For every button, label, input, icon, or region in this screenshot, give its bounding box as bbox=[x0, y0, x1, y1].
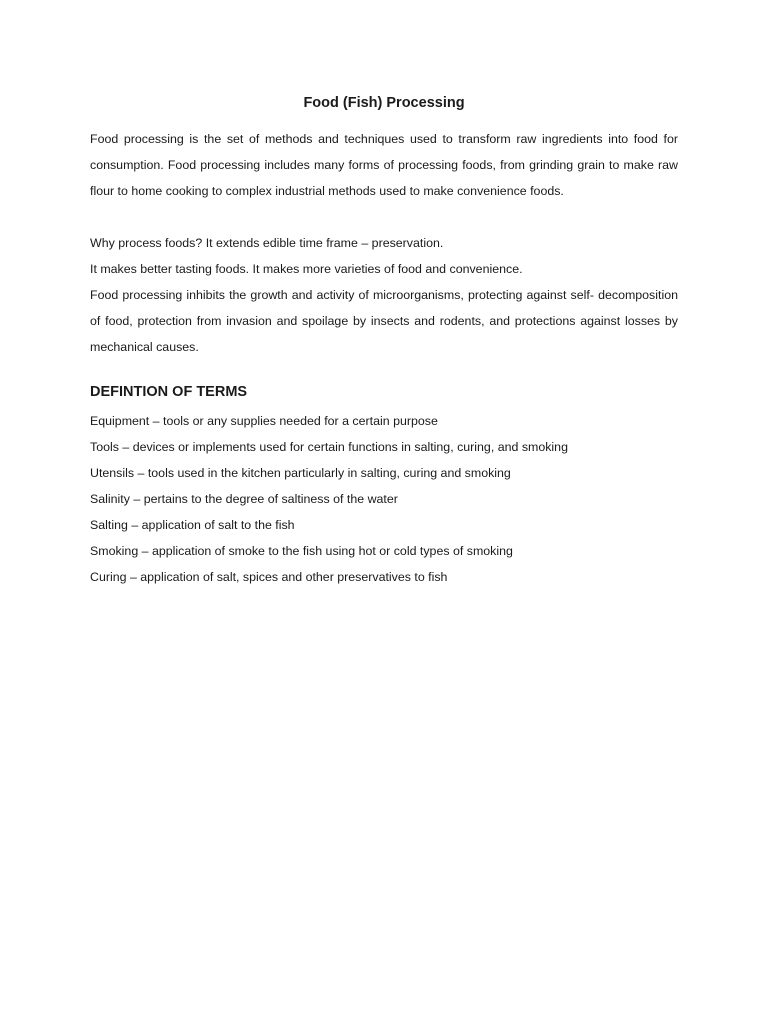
term-salting: Salting – application of salt to the fish bbox=[90, 518, 295, 532]
why-line-1: Why process foods? It extends edible time frame – preservation. bbox=[90, 236, 444, 250]
term-salinity: Salinity – pertains to the degree of saltiness of the water bbox=[90, 492, 398, 506]
term-curing: Curing – application of salt, spices and other preservatives to fish bbox=[90, 570, 448, 584]
term-tools: Tools – devices or implements used for certain functions in salting, curing, and smoking bbox=[90, 440, 568, 454]
intro-paragraph: Food processing is the set of methods and techniques used to transform raw ingredients into food for consumption. Food processing includes many forms of processing foods, from grinding grain to make raw flour to home cooking to complex industrial methods used to make convenience foods. bbox=[90, 132, 678, 198]
definitions-heading: DEFINTION OF TERMS bbox=[90, 384, 248, 400]
document-page bbox=[90, 92, 678, 590]
definitions-list bbox=[90, 408, 678, 590]
document-title: Food (Fish) Processing bbox=[303, 95, 465, 111]
term-equipment: Equipment – tools or any supplies needed for a certain purpose bbox=[90, 414, 438, 428]
why-line-2: It makes better tasting foods. It makes more varieties of food and convenience. bbox=[90, 262, 523, 276]
term-smoking: Smoking – application of smoke to the fish using hot or cold types of smoking bbox=[90, 544, 513, 558]
term-utensils: Utensils – tools used in the kitchen particularly in salting, curing and smoking bbox=[90, 466, 511, 480]
why-paragraph: Food processing inhibits the growth and activity of microorganisms, protecting against self- decomposition of food, protection from invasion and spoilage by insects and rodents, and protections against losses by mechanical causes. bbox=[90, 288, 678, 354]
